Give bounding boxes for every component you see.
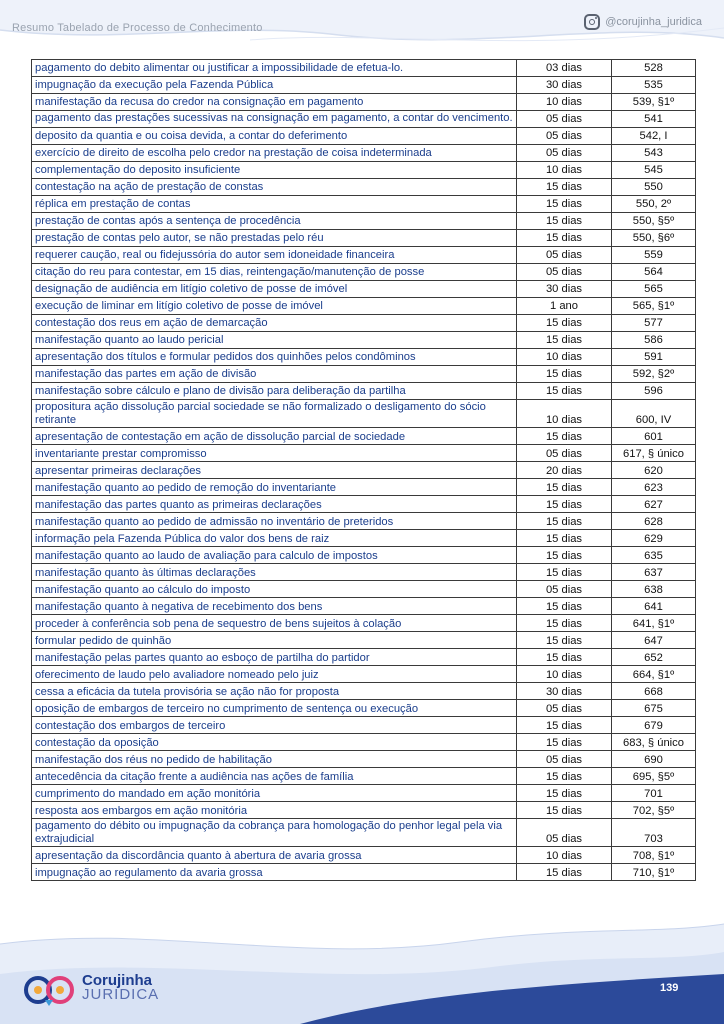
deadline-period: 15 dias [517, 332, 612, 349]
deadline-description: pagamento das prestações sucessivas na consignação em pagamento, a contar do vencimento. [32, 111, 517, 128]
article-reference: 641 [612, 598, 696, 615]
article-reference: 628 [612, 513, 696, 530]
table-row [32, 496, 696, 513]
deadline-description: manifestação quanto ao pedido de admissão no inventário de preteridos [32, 513, 517, 530]
table-row [32, 315, 696, 332]
table-row [32, 598, 696, 615]
deadline-description: manifestação quanto à negativa de recebimento dos bens [32, 598, 517, 615]
deadline-period: 05 dias [517, 581, 612, 598]
table-row [32, 111, 696, 128]
table-row [32, 683, 696, 700]
deadline-period: 15 dias [517, 864, 612, 881]
deadline-description: deposito da quantia e ou coisa devida, a contar do deferimento [32, 128, 517, 145]
deadline-period: 15 dias [517, 564, 612, 581]
article-reference: 564 [612, 264, 696, 281]
deadline-description: contestação da oposição [32, 734, 517, 751]
article-reference: 668 [612, 683, 696, 700]
article-reference: 528 [612, 60, 696, 77]
deadline-period: 15 dias [517, 383, 612, 400]
deadline-description: impugnação da execução pela Fazenda Pública [32, 77, 517, 94]
deadline-period: 15 dias [517, 802, 612, 819]
table-row [32, 649, 696, 666]
deadline-period: 05 dias [517, 247, 612, 264]
deadline-period: 20 dias [517, 462, 612, 479]
table-row [32, 802, 696, 819]
deadline-period: 15 dias [517, 428, 612, 445]
deadline-period: 10 dias [517, 94, 612, 111]
deadline-period: 05 dias [517, 751, 612, 768]
table-row [32, 94, 696, 111]
logo-text-line2: JURIDICA [82, 986, 160, 1003]
article-reference: 702, §5º [612, 802, 696, 819]
table-row [32, 162, 696, 179]
deadline-period: 05 dias [517, 264, 612, 281]
article-reference: 543 [612, 145, 696, 162]
article-reference: 592, §2º [612, 366, 696, 383]
deadline-description: contestação dos embargos de terceiro [32, 717, 517, 734]
deadline-description: manifestação quanto ao laudo de avaliação para calculo de impostos [32, 547, 517, 564]
instagram-handle: @corujinha_juridica [605, 16, 702, 28]
deadline-period: 10 dias [517, 666, 612, 683]
deadline-period: 30 dias [517, 281, 612, 298]
deadline-description: manifestação da recusa do credor na consignação em pagamento [32, 94, 517, 111]
deadline-description: manifestação das partes quanto as primeiras declarações [32, 496, 517, 513]
deadline-description: resposta aos embargos em ação monitória [32, 802, 517, 819]
deadline-period: 15 dias [517, 213, 612, 230]
article-reference: 635 [612, 547, 696, 564]
article-reference: 535 [612, 77, 696, 94]
deadline-description: manifestação das partes em ação de divisão [32, 366, 517, 383]
article-reference: 710, §1º [612, 864, 696, 881]
document-title: Resumo Tabelado de Processo de Conhecimento [12, 22, 263, 34]
article-reference: 627 [612, 496, 696, 513]
corujinha-logo [22, 968, 159, 1008]
table-row [32, 428, 696, 445]
article-reference: 600, IV [612, 400, 696, 428]
deadline-period: 05 dias [517, 445, 612, 462]
table-row [32, 864, 696, 881]
article-reference: 550, §5º [612, 213, 696, 230]
table-row [32, 564, 696, 581]
article-reference: 591 [612, 349, 696, 366]
table-row [32, 383, 696, 400]
deadline-period: 15 dias [517, 530, 612, 547]
article-reference: 550 [612, 179, 696, 196]
deadline-period: 05 dias [517, 145, 612, 162]
article-reference: 586 [612, 332, 696, 349]
deadline-description: manifestação sobre cálculo e plano de divisão para deliberação da partilha [32, 383, 517, 400]
article-reference: 683, § único [612, 734, 696, 751]
deadline-description: apresentação de contestação em ação de dissolução parcial de sociedade [32, 428, 517, 445]
table-row [32, 247, 696, 264]
deadline-period: 15 dias [517, 496, 612, 513]
deadline-period: 15 dias [517, 479, 612, 496]
deadline-period: 15 dias [517, 717, 612, 734]
table-row [32, 734, 696, 751]
deadline-description: antecedência da citação frente a audiência nas ações de família [32, 768, 517, 785]
table-row [32, 332, 696, 349]
deadline-period: 15 dias [517, 734, 612, 751]
article-reference: 559 [612, 247, 696, 264]
deadline-period: 15 dias [517, 785, 612, 802]
deadline-period: 30 dias [517, 77, 612, 94]
table-row [32, 700, 696, 717]
deadline-description: manifestação quanto ao cálculo do imposto [32, 581, 517, 598]
article-reference: 708, §1º [612, 847, 696, 864]
deadline-period: 15 dias [517, 649, 612, 666]
deadline-period: 15 dias [517, 632, 612, 649]
article-reference: 652 [612, 649, 696, 666]
table-row [32, 479, 696, 496]
deadlines-table-body [32, 60, 696, 881]
article-reference: 565, §1º [612, 298, 696, 315]
instagram-icon [584, 14, 600, 30]
article-reference: 664, §1º [612, 666, 696, 683]
table-row [32, 128, 696, 145]
article-reference: 565 [612, 281, 696, 298]
deadline-description: manifestação quanto às últimas declarações [32, 564, 517, 581]
article-reference: 577 [612, 315, 696, 332]
deadline-period: 15 dias [517, 615, 612, 632]
deadline-description: exercício de direito de escolha pelo credor na prestação de coisa indeterminada [32, 145, 517, 162]
article-reference: 647 [612, 632, 696, 649]
table-row [32, 264, 696, 281]
article-reference: 620 [612, 462, 696, 479]
deadline-description: manifestação dos réus no pedido de habilitação [32, 751, 517, 768]
deadline-period: 10 dias [517, 400, 612, 428]
table-row [32, 632, 696, 649]
deadline-description: inventariante prestar compromisso [32, 445, 517, 462]
article-reference: 542, I [612, 128, 696, 145]
deadline-description: formular pedido de quinhão [32, 632, 517, 649]
deadline-description: pagamento do debito alimentar ou justificar a impossibilidade de efetua-lo. [32, 60, 517, 77]
table-row [32, 77, 696, 94]
deadline-description: apresentar primeiras declarações [32, 462, 517, 479]
table-row [32, 666, 696, 683]
table-row [32, 530, 696, 547]
table-row [32, 298, 696, 315]
deadline-description: requerer caução, real ou fidejussória do autor sem idoneidade financeira [32, 247, 517, 264]
logo-text-line1: Corujinha [82, 972, 152, 989]
deadline-description: contestação dos reus em ação de demarcação [32, 315, 517, 332]
article-reference: 601 [612, 428, 696, 445]
table-row [32, 751, 696, 768]
page-number: 139 [660, 982, 679, 994]
deadline-description: apresentação dos títulos e formular pedidos dos quinhões pelos condôminos [32, 349, 517, 366]
article-reference: 701 [612, 785, 696, 802]
table-row [32, 581, 696, 598]
deadline-description: impugnação ao regulamento da avaria grossa [32, 864, 517, 881]
deadline-period: 1 ano [517, 298, 612, 315]
deadline-description: oferecimento de laudo pelo avaliadore nomeado pelo juiz [32, 666, 517, 683]
deadline-description: cessa a eficácia da tutela provisória se ação não for proposta [32, 683, 517, 700]
table-row [32, 281, 696, 298]
deadline-period: 03 dias [517, 60, 612, 77]
deadline-description: apresentação da discordância quanto à abertura de avaria grossa [32, 847, 517, 864]
owl-logo-icon [22, 968, 78, 1008]
deadline-period: 10 dias [517, 847, 612, 864]
deadline-period: 15 dias [517, 547, 612, 564]
article-reference: 641, §1º [612, 615, 696, 632]
article-reference: 539, §1º [612, 94, 696, 111]
article-reference: 703 [612, 819, 696, 847]
deadline-period: 15 dias [517, 598, 612, 615]
article-reference: 695, §5º [612, 768, 696, 785]
deadline-description: informação pela Fazenda Pública do valor dos bens de raiz [32, 530, 517, 547]
deadline-description: manifestação pelas partes quanto ao esboço de partilha do partidor [32, 649, 517, 666]
table-row [32, 462, 696, 479]
deadline-period: 15 dias [517, 315, 612, 332]
table-row [32, 615, 696, 632]
table-row [32, 819, 696, 847]
table-row [32, 230, 696, 247]
table-row [32, 179, 696, 196]
deadline-description: manifestação quanto ao pedido de remoção do inventariante [32, 479, 517, 496]
article-reference: 617, § único [612, 445, 696, 462]
deadline-period: 05 dias [517, 111, 612, 128]
deadline-description: pagamento do débito ou impugnação da cobrança para homologação do penhor legal pela via extrajudicial [32, 819, 517, 847]
article-reference: 550, §6º [612, 230, 696, 247]
deadline-description: prestação de contas após a sentença de procedência [32, 213, 517, 230]
deadline-description: contestação na ação de prestação de constas [32, 179, 517, 196]
deadline-description: oposição de embargos de terceiro no cumprimento de sentença ou execução [32, 700, 517, 717]
table-row [32, 366, 696, 383]
table-row [32, 196, 696, 213]
deadlines-table [31, 59, 696, 881]
deadline-period: 15 dias [517, 196, 612, 213]
table-row [32, 547, 696, 564]
table-row [32, 445, 696, 462]
deadline-description: manifestação quanto ao laudo pericial [32, 332, 517, 349]
deadline-period: 15 dias [517, 230, 612, 247]
deadline-period: 15 dias [517, 366, 612, 383]
table-row [32, 213, 696, 230]
deadline-period: 05 dias [517, 700, 612, 717]
deadline-period: 10 dias [517, 349, 612, 366]
deadline-period: 15 dias [517, 179, 612, 196]
deadline-description: cumprimento do mandado em ação monitória [32, 785, 517, 802]
deadline-period: 15 dias [517, 768, 612, 785]
deadline-description: designação de audiência em litígio coletivo de posse de imóvel [32, 281, 517, 298]
table-row [32, 513, 696, 530]
article-reference: 623 [612, 479, 696, 496]
deadline-description: citação do reu para contestar, em 15 dias, reintengação/manutenção de posse [32, 264, 517, 281]
article-reference: 638 [612, 581, 696, 598]
article-reference: 679 [612, 717, 696, 734]
table-row [32, 60, 696, 77]
deadline-description: propositura ação dissolução parcial sociedade se não formalizado o desligamento do sócio retirante [32, 400, 517, 428]
deadline-period: 15 dias [517, 513, 612, 530]
deadline-period: 30 dias [517, 683, 612, 700]
table-row [32, 717, 696, 734]
table-row [32, 847, 696, 864]
deadline-description: complementação do deposito insuficiente [32, 162, 517, 179]
deadline-description: prestação de contas pelo autor, se não prestadas pelo réu [32, 230, 517, 247]
deadline-description: proceder à conferência sob pena de sequestro de bens sujeitos à colação [32, 615, 517, 632]
deadline-description: execução de liminar em litígio coletivo de posse de imóvel [32, 298, 517, 315]
article-reference: 629 [612, 530, 696, 547]
article-reference: 596 [612, 383, 696, 400]
deadline-period: 10 dias [517, 162, 612, 179]
deadline-description: réplica em prestação de contas [32, 196, 517, 213]
table-row [32, 349, 696, 366]
article-reference: 637 [612, 564, 696, 581]
deadline-period: 05 dias [517, 819, 612, 847]
instagram-handle-block [584, 14, 702, 30]
table-row [32, 785, 696, 802]
table-row [32, 768, 696, 785]
deadline-period: 05 dias [517, 128, 612, 145]
table-row [32, 145, 696, 162]
table-row [32, 400, 696, 428]
article-reference: 550, 2º [612, 196, 696, 213]
article-reference: 675 [612, 700, 696, 717]
article-reference: 545 [612, 162, 696, 179]
article-reference: 541 [612, 111, 696, 128]
article-reference: 690 [612, 751, 696, 768]
